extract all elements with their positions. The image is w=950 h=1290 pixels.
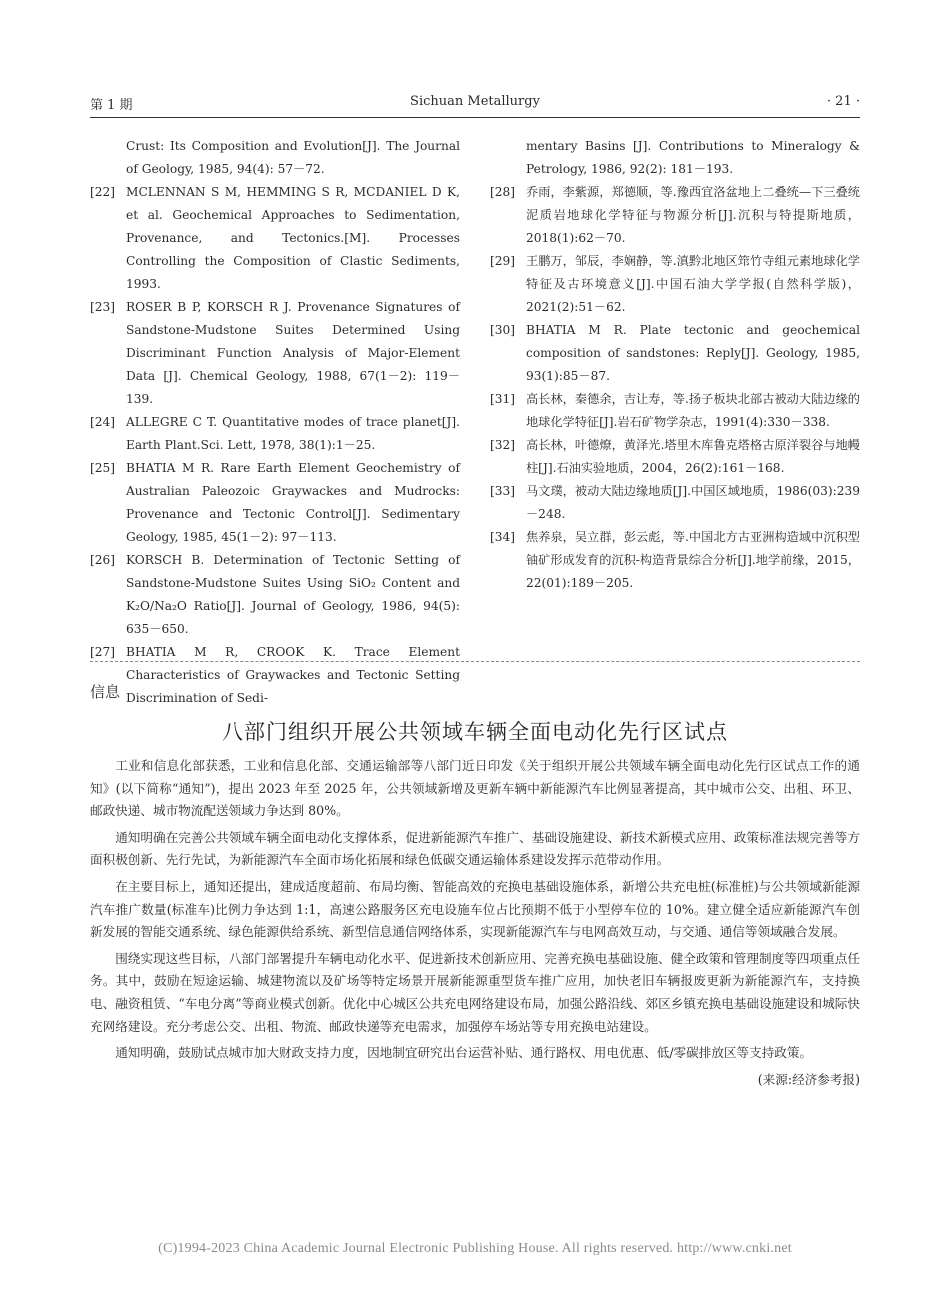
reference-text: 乔雨，李紫源，郑德顺，等.豫西宜洛盆地上二叠统—下三叠统泥质岩地球化学特征与物源分析[J].沉积与特提斯地质，2018(1):62－70. [526, 185, 860, 245]
reference-text: 高长林，叶德燎，黄泽光.塔里木库鲁克塔格古原洋裂谷与地幔柱[J].石油实验地质，2004，26(2):161－168. [526, 438, 860, 475]
reference-32 [490, 434, 860, 480]
section-label: 信息 [90, 683, 121, 701]
page-number: · 21 · [826, 94, 860, 109]
reference-31 [490, 388, 860, 434]
reference-text: ROSER B P, KORSCH R J. Provenance Signatures of Sandstone-Mudstone Suites Determined Using Discriminant Function Analysis of Major-Element Data [J]. Chemical Geology, 1988, 67(1－2): 119－139. [126, 300, 460, 406]
reference-text: 马文璞，被动大陆边缘地质[J].中国区域地质，1986(03):239－248. [526, 484, 860, 521]
reference-number: [28] [490, 185, 516, 199]
reference-number: [29] [490, 254, 516, 268]
news-paragraph: 围绕实现这些目标，八部门部署提升车辆电动化水平、促进新技术创新应用、完善充换电基础设施、健全政策和管理制度等四项重点任务。其中，鼓励在短途运输、城建物流以及矿场等特定场景开展新能源重型货车推广应用，加快老旧车辆报废更新为新能源汽车，支持换电、融资租赁、“车电分离”等商业模式创新。优化中心城区公共充电网络建设布局，加强公路沿线、郊区乡镇充换电基础设施建设和城际快充网络建设。充分考虑公交、出租、物流、邮政快递等充电需求，加强停车场站等专用充换电站建设。 [90, 950, 860, 1034]
reference-number: [31] [490, 392, 516, 406]
copyright-footer: (C)1994-2023 China Academic Journal Electronic Publishing House. All rights reserved. http://www.cnki.net [158, 1241, 792, 1256]
reference-continuation: mentary Basins [J]. Contributions to Mineralogy & Petrology, 1986, 92(2): 181－193. [526, 139, 860, 176]
reference-text: KORSCH B. Determination of Tectonic Setting of Sandstone-Mudstone Suites Using SiO₂ Content and K₂O/Na₂O Ratio[J]. Journal of Geology, 1986, 94(5): 635－650. [126, 553, 460, 636]
news-source: (来源:经济参考报) [757, 1071, 860, 1087]
reference-number: [23] [90, 300, 116, 314]
references-right-column [490, 135, 860, 595]
reference-text: BHATIA M R. Rare Earth Element Geochemistry of Australian Paleozoic Graywackes and Mudrocks: Provenance and Tectonic Control[J]. Sedimentary Geology, 1985, 45(1－2): 97－113. [126, 461, 460, 544]
reference-text: 王鹏万，邹辰，李娴静，等.滇黔北地区筇竹寺组元素地球化学特征及古环境意义[J].中国石油大学学报(自然科学版)，2021(2):51－62. [526, 254, 860, 314]
news-paragraph: 在主要目标上，通知还提出，建成适度超前、布局均衡、智能高效的充换电基础设施体系，新增公共充电桩(标准桩)与公共领域新能源汽车推广数量(标准车)比例力争达到 1:1，高速公路服务区充电设施车位占比预期不低于小型停车位的 10%。建立健全适应新能源汽车创新发展的智能交通系统、绿色能源供给系统、新型信息通信网络体系，实现新能源汽车与电网高效互动，与交通、通信等领域融合发展。 [90, 878, 860, 940]
reference-29 [490, 250, 860, 319]
news-paragraph: 通知明确在完善公共领域车辆全面电动化支撑体系，促进新能源汽车推广、基础设施建设、新技术新模式应用、政策标准法规完善等方面积极创新、先行先试，为新能源汽车全面市场化拓展和绿色低碳交通运输体系建设发挥示范带动作用。 [90, 829, 860, 868]
reference-33 [490, 480, 860, 526]
reference-number: [27] [90, 645, 116, 659]
reference-number: [25] [90, 461, 116, 475]
news-paragraph: 工业和信息化部获悉，工业和信息化部、交通运输部等八部门近日印发《关于组织开展公共领域车辆全面电动化先行区试点工作的通知》(以下简称“通知”)，提出 2023 年至 2025 年，公共领域新增及更新车辆中新能源汽车比例显著提高，其中城市公交、出租、环卫、邮政快递、城市物流配送领域力争达到 80%。 [90, 758, 860, 819]
reference-text: BHATIA M R. Plate tectonic and geochemical composition of sandstones: Reply[J]. Geology, 1985, 93(1):85－87. [526, 323, 860, 383]
reference-number: [33] [490, 484, 516, 498]
reference-28 [490, 181, 860, 250]
reference-text: ALLEGRE C T. Quantitative modes of trace planet[J]. Earth Plant.Sci. Lett, 1978, 38(1):1－25. [126, 415, 460, 452]
reference-text: 高长林，秦德余，吉让寿，等.扬子板块北部古被动大陆边缘的地球化学特征[J].岩石矿物学杂志，1991(4):330－338. [526, 392, 860, 429]
reference-23 [90, 296, 460, 411]
issue-number: 第 1 期 [90, 98, 133, 113]
reference-30 [490, 319, 860, 388]
reference-25 [90, 457, 460, 549]
reference-27 [90, 641, 460, 710]
news-body [90, 755, 860, 1091]
reference-number: [22] [90, 185, 116, 199]
journal-name: Sichuan Metallurgy [410, 94, 540, 109]
reference-22 [90, 181, 460, 296]
news-paragraph: 通知明确，鼓励试点城市加大财政支持力度，因地制宜研究出台运营补贴、通行路权、用电优惠、低/零碳排放区等支持政策。 [115, 1045, 813, 1061]
reference-number: [32] [490, 438, 516, 452]
page-header [90, 94, 860, 114]
reference-34 [490, 526, 860, 595]
section-divider [90, 661, 860, 662]
reference-text: MCLENNAN S M, HEMMING S R, MCDANIEL D K, et al. Geochemical Approaches to Sedimentation, Provenance, and Tectonics.[M]. Processes Controlling the Composition of Clastic Sediments, 1993. [126, 185, 460, 291]
reference-number: [30] [490, 323, 516, 337]
reference-text: 焦养泉，吴立群，彭云彪，等.中国北方古亚洲构造域中沉积型铀矿形成发育的沉积-构造背景综合分析[J].地学前缘，2015，22(01):189－205. [526, 530, 860, 590]
reference-continuation: Crust: Its Composition and Evolution[J]. The Journal of Geology, 1985, 94(4): 57－72. [126, 139, 460, 176]
references-left-column [90, 135, 460, 710]
news-title: 八部门组织开展公共领域车辆全面电动化先行区试点 [222, 720, 728, 744]
header-rule [90, 117, 860, 118]
reference-text: BHATIA M R, CROOK K. Trace Element Characteristics of Graywackes and Tectonic Setting Discrimination of Sedi- [126, 645, 460, 705]
reference-number: [26] [90, 553, 116, 567]
reference-number: [34] [490, 530, 516, 544]
reference-number: [24] [90, 415, 116, 429]
reference-24 [90, 411, 460, 457]
reference-26 [90, 549, 460, 641]
